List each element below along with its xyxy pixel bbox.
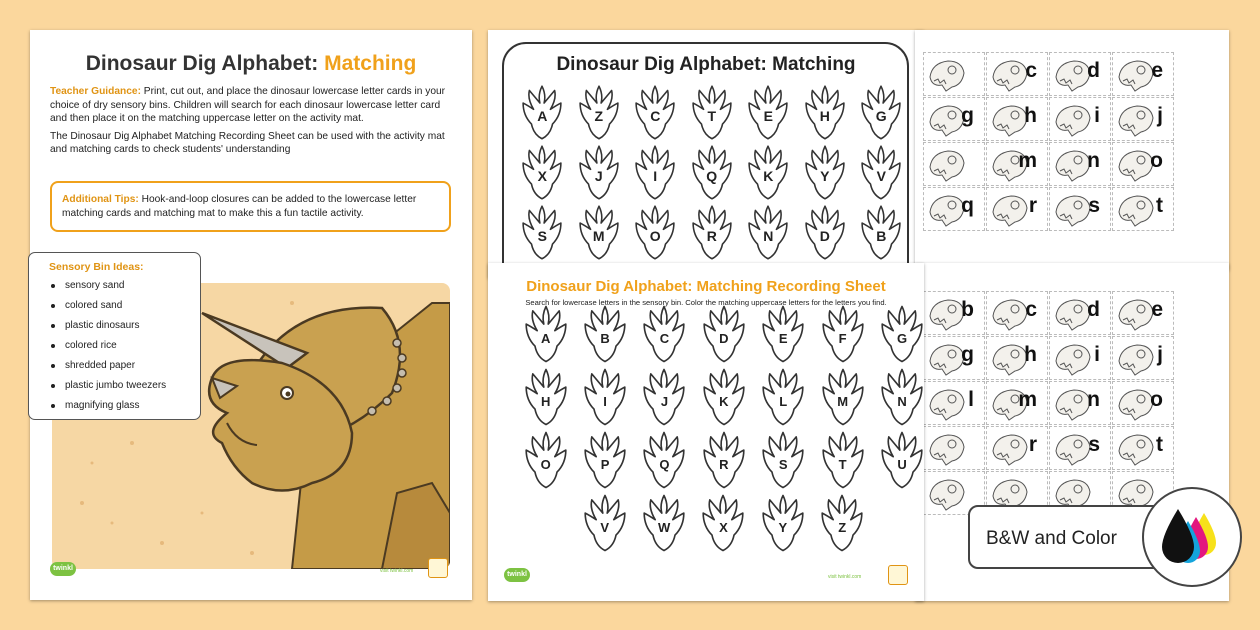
- footprint-cell: [575, 365, 634, 428]
- footprint-cell: [516, 365, 575, 428]
- footprint-letter: G: [875, 108, 887, 124]
- letter-card: [1049, 187, 1111, 231]
- footprint-letter: Q: [706, 168, 718, 184]
- footprint-cell: [694, 302, 753, 365]
- dinosaur-skull-icon: [989, 102, 1029, 138]
- color-cards-page: [915, 30, 1229, 270]
- footprint-letter: V: [876, 168, 886, 184]
- guidance-label: Teacher Guidance:: [50, 86, 141, 97]
- footprint-cell: [872, 302, 931, 365]
- footprint-letter: K: [719, 394, 729, 409]
- guidance-title: [30, 52, 472, 76]
- card-letter: j: [1157, 104, 1163, 127]
- footprint-letter: T: [838, 457, 847, 472]
- letter-card: [986, 187, 1048, 231]
- footprint-letter: H: [541, 394, 551, 409]
- footprint-cell: [740, 142, 797, 202]
- card-letter: t: [1156, 433, 1163, 456]
- footprint-cell: [813, 302, 872, 365]
- footprint-letter: B: [876, 228, 887, 244]
- teacher-guidance: [50, 85, 455, 161]
- dinosaur-skull-icon: [926, 147, 966, 183]
- card-letter: t: [1156, 194, 1163, 217]
- letter-card: [986, 381, 1048, 425]
- footprint-cell: [813, 491, 872, 554]
- dinosaur-skull-icon: [1052, 386, 1092, 422]
- footprint-letter: D: [819, 228, 830, 244]
- footprint-letter: N: [897, 394, 907, 409]
- letter-card: [1049, 381, 1111, 425]
- activity-mat-page: [488, 30, 924, 278]
- footprint-letter: Y: [778, 520, 788, 535]
- list-item: plastic jumbo tweezers: [49, 379, 190, 399]
- dinosaur-skull-icon: [1115, 102, 1155, 138]
- card-letter: l: [968, 388, 974, 411]
- letter-card: [923, 291, 985, 335]
- footprint-letter: R: [719, 457, 729, 472]
- footprint-letter: C: [650, 108, 661, 124]
- bw-color-label: B&W and Color: [968, 505, 1178, 569]
- letter-card: [1049, 52, 1111, 96]
- letter-card: [1049, 97, 1111, 141]
- color-card-grid: [923, 52, 1174, 231]
- footprint-cell: [635, 365, 694, 428]
- card-letter: o: [1150, 388, 1163, 411]
- letter-card: [1112, 97, 1174, 141]
- card-letter: h: [1024, 104, 1037, 127]
- footprint-cell: [684, 202, 741, 262]
- guidance-page: [30, 30, 472, 600]
- footprint-cell: [754, 302, 813, 365]
- footprint-cell: [627, 202, 684, 262]
- dinosaur-skull-icon: [1115, 147, 1155, 183]
- footprint-cell: [635, 302, 694, 365]
- footprint-letter: N: [763, 228, 774, 244]
- activity-mat-grid: [514, 82, 910, 262]
- dinosaur-skull-icon: [1052, 147, 1092, 183]
- footprint-letter: L: [779, 394, 788, 409]
- footprint-letter: Z: [594, 108, 604, 124]
- dinosaur-skull-icon: [1052, 57, 1092, 93]
- letter-card: [923, 426, 985, 470]
- dinosaur-skull-icon: [1052, 341, 1092, 377]
- letter-card: [923, 97, 985, 141]
- footprint-letter: H: [819, 108, 830, 124]
- dinosaur-skull-icon: [989, 341, 1029, 377]
- letter-card: [923, 52, 985, 96]
- footprint-cell: [575, 302, 634, 365]
- list-item: magnifying glass: [49, 399, 190, 419]
- card-letter: h: [1024, 343, 1037, 366]
- dinosaur-skull-icon: [926, 57, 966, 93]
- footprint-letter: J: [594, 168, 603, 184]
- card-letter: o: [1150, 149, 1163, 172]
- tips-text: Hook-and-loop closures can be added to the lowercase letter matching cards and matching mat to make this a fun tactile activity.: [62, 194, 417, 219]
- footprint-cell: [684, 142, 741, 202]
- footprint-letter: E: [778, 331, 788, 346]
- footprint-letter: I: [603, 394, 607, 409]
- guidance-text: Print, cut out, and place the dinosaur lowercase letter cards in your choice of dry sensory bins. Children will search for each dinosaur lowercase letter card and then place it on the matching uppercase letter on the activity mat.: [50, 86, 446, 125]
- footer-url: visit twinkl.com: [380, 568, 414, 574]
- dinosaur-skull-icon: [989, 192, 1029, 228]
- card-letter: m: [1018, 149, 1037, 172]
- activity-mat-title: Dinosaur Dig Alphabet: Matching: [556, 54, 856, 75]
- footprint-letter: X: [719, 520, 728, 535]
- dinosaur-skull-icon: [1115, 296, 1155, 332]
- sensory-bin-ideas: [28, 252, 201, 420]
- footprint-cell: [516, 302, 575, 365]
- letter-card: [1112, 52, 1174, 96]
- letter-card: [986, 142, 1048, 186]
- quality-badge-icon: [428, 558, 448, 578]
- footprint-letter: A: [537, 108, 548, 124]
- dinosaur-skull-icon: [1052, 296, 1092, 332]
- footprint-cell: [797, 82, 854, 142]
- footprint-cell: [754, 365, 813, 428]
- dinosaur-skull-icon: [926, 431, 966, 467]
- card-letter: r: [1028, 194, 1037, 217]
- footprint-cell: [514, 202, 571, 262]
- list-item: sensory sand: [49, 279, 190, 299]
- additional-tips-box: [50, 181, 451, 232]
- footprint-letter: I: [653, 168, 658, 184]
- footprint-letter: P: [600, 457, 610, 472]
- letter-card: [1049, 336, 1111, 380]
- footprint-letter: E: [763, 108, 773, 124]
- dinosaur-skull-icon: [1052, 102, 1092, 138]
- card-letter: n: [1087, 388, 1100, 411]
- letter-card: [923, 142, 985, 186]
- letter-card: [986, 336, 1048, 380]
- title-part2: Matching: [324, 52, 417, 75]
- twinkl-logo: twinkl: [504, 568, 530, 582]
- footprint-cell: [872, 428, 931, 491]
- card-letter: n: [1087, 149, 1100, 172]
- letter-card: [986, 97, 1048, 141]
- dinosaur-skull-icon: [989, 431, 1029, 467]
- letter-card: [1112, 336, 1174, 380]
- footprint-cell: [753, 491, 812, 554]
- footprint-cell: [571, 82, 628, 142]
- card-letter: d: [1087, 298, 1100, 321]
- dinosaur-skull-icon: [926, 192, 966, 228]
- footprint-cell: [797, 142, 854, 202]
- card-letter: c: [1025, 298, 1037, 321]
- footprint-cell: [634, 491, 693, 554]
- card-letter: s: [1088, 194, 1100, 217]
- footprint-letter: S: [778, 457, 788, 472]
- card-letter: c: [1025, 59, 1037, 82]
- letter-card: [1112, 381, 1174, 425]
- card-letter: q: [961, 194, 974, 217]
- dinosaur-skull-icon: [926, 386, 966, 422]
- footprint-cell: [575, 428, 634, 491]
- footprint-cell: [684, 82, 741, 142]
- footprint-cell: [813, 428, 872, 491]
- list-item: colored rice: [49, 339, 190, 359]
- footprint-letter: G: [896, 331, 908, 346]
- footprint-letter: T: [707, 108, 717, 124]
- footprint-letter: Y: [820, 168, 830, 184]
- recording-instructions: Search for lowercase letters in the sensory bin. Color the matching uppercase letters for the letters you find.: [525, 298, 887, 307]
- dinosaur-skull-icon: [1052, 192, 1092, 228]
- letter-card: [1049, 142, 1111, 186]
- recording-letter-grid-last-row: [575, 491, 872, 554]
- footprint-cell: [740, 82, 797, 142]
- footprint-cell: [740, 202, 797, 262]
- card-letter: i: [1094, 343, 1100, 366]
- list-item: colored sand: [49, 299, 190, 319]
- dinosaur-skull-icon: [989, 296, 1029, 332]
- footprint-cell: [694, 428, 753, 491]
- letter-card: [986, 426, 1048, 470]
- letter-card: [986, 291, 1048, 335]
- footprint-letter: V: [600, 520, 610, 535]
- letter-card: [1112, 142, 1174, 186]
- dinosaur-skull-icon: [926, 476, 966, 512]
- footprint-letter: Z: [838, 520, 847, 535]
- card-letter: r: [1028, 433, 1037, 456]
- card-letter: i: [1094, 104, 1100, 127]
- footprint-cell: [571, 142, 628, 202]
- footprint-cell: [797, 202, 854, 262]
- footprint-cell: [575, 491, 634, 554]
- footprint-letter: K: [763, 168, 774, 184]
- footprint-letter: A: [541, 331, 551, 346]
- footprint-cell: [853, 142, 910, 202]
- ink-drops-icon: [1142, 487, 1242, 587]
- footprint-cell: [514, 82, 571, 142]
- dinosaur-skull-icon: [989, 57, 1029, 93]
- list-item: shredded paper: [49, 359, 190, 379]
- bw-card-grid: [923, 291, 1174, 515]
- dinosaur-skull-icon: [1115, 341, 1155, 377]
- footprint-letter: D: [719, 331, 729, 346]
- card-letter: e: [1151, 59, 1163, 82]
- dinosaur-skull-icon: [926, 296, 966, 332]
- tips-label: Additional Tips:: [62, 194, 139, 205]
- footprint-letter: S: [537, 228, 547, 244]
- footprint-letter: M: [837, 394, 849, 409]
- dinosaur-skull-icon: [1052, 431, 1092, 467]
- footprint-cell: [571, 202, 628, 262]
- footprint-cell: [694, 491, 753, 554]
- dinosaur-skull-icon: [926, 341, 966, 377]
- card-letter: g: [961, 104, 974, 127]
- footprint-cell: [627, 142, 684, 202]
- card-letter: m: [1018, 388, 1037, 411]
- footprint-cell: [853, 82, 910, 142]
- footprint-letter: O: [540, 457, 551, 472]
- sensory-list: [49, 279, 190, 419]
- footprint-cell: [516, 428, 575, 491]
- title-part1: Dinosaur Dig Alphabet:: [85, 52, 325, 75]
- card-letter: j: [1157, 343, 1163, 366]
- footprint-letter: Q: [659, 457, 670, 472]
- footprint-letter: W: [657, 520, 671, 535]
- dinosaur-skull-icon: [926, 102, 966, 138]
- quality-badge-icon: [888, 565, 908, 585]
- letter-card: [923, 381, 985, 425]
- letter-card: [1112, 187, 1174, 231]
- dinosaur-skull-icon: [1115, 386, 1155, 422]
- letter-card: [923, 336, 985, 380]
- footprint-letter: J: [660, 394, 669, 409]
- footprint-cell: [627, 82, 684, 142]
- twinkl-logo: twinkl: [50, 562, 76, 576]
- dinosaur-skull-icon: [1115, 431, 1155, 467]
- sensory-heading: Sensory Bin Ideas:: [49, 261, 144, 273]
- footprint-cell: [635, 428, 694, 491]
- card-letter: e: [1151, 298, 1163, 321]
- recording-letter-grid: [516, 302, 932, 491]
- footprint-letter: M: [592, 228, 605, 244]
- list-item: plastic dinosaurs: [49, 319, 190, 339]
- footprint-letter: F: [838, 331, 847, 346]
- card-letter: d: [1087, 59, 1100, 82]
- footprint-letter: U: [897, 457, 907, 472]
- footer-url: visit twinkl.com: [828, 574, 862, 580]
- recording-sheet-title: Dinosaur Dig Alphabet: Matching Recording Sheet: [526, 278, 886, 295]
- footprint-cell: [872, 365, 931, 428]
- footprint-cell: [514, 142, 571, 202]
- footprint-cell: [853, 202, 910, 262]
- card-letter: b: [961, 298, 974, 321]
- letter-card: [1112, 426, 1174, 470]
- footprint-letter: C: [659, 331, 670, 346]
- dinosaur-skull-icon: [1115, 192, 1155, 228]
- letter-card: [1049, 291, 1111, 335]
- letter-card: [986, 52, 1048, 96]
- dinosaur-skull-icon: [1115, 57, 1155, 93]
- letter-card: [923, 187, 985, 231]
- letter-card: [1112, 291, 1174, 335]
- letter-card: [1049, 426, 1111, 470]
- footprint-letter: B: [600, 331, 610, 346]
- footprint-cell: [754, 428, 813, 491]
- footprint-cell: [813, 365, 872, 428]
- footprint-cell: [694, 365, 753, 428]
- footprint-letter: O: [649, 228, 661, 244]
- card-letter: g: [961, 343, 974, 366]
- footprint-letter: X: [537, 168, 547, 184]
- card-letter: s: [1088, 433, 1100, 456]
- recording-text: The Dinosaur Dig Alphabet Matching Recording Sheet can be used with the activity mat and matching cards to check students' understanding: [50, 130, 445, 156]
- footprint-letter: R: [706, 228, 717, 244]
